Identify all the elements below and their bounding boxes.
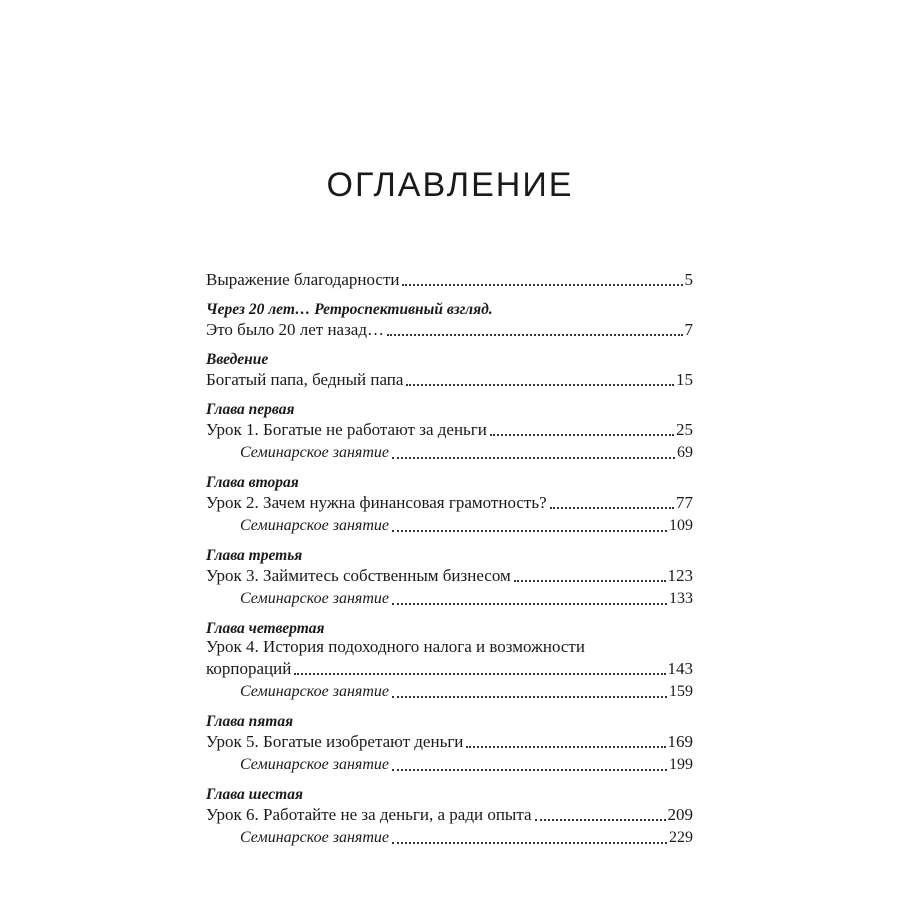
toc-entry[interactable] (206, 368, 693, 391)
toc-page-number: 123 (667, 566, 693, 585)
table-of-contents (206, 268, 693, 849)
toc-entry[interactable] (206, 657, 693, 680)
toc-entry[interactable] (206, 268, 693, 291)
toc-group (206, 713, 693, 776)
toc-seminar-entry[interactable] (206, 753, 693, 776)
toc-seminar-entry[interactable] (206, 514, 693, 537)
toc-entry[interactable] (206, 418, 693, 441)
toc-entry-label: Урок 3. Займитесь собственным бизнесом (206, 566, 511, 585)
toc-page-number: 169 (667, 732, 693, 751)
toc-group (206, 547, 693, 610)
toc-entry-label: Урок 1. Богатые не работают за деньги (206, 420, 487, 439)
toc-seminar-entry[interactable] (206, 680, 693, 703)
toc-group (206, 301, 693, 341)
toc-page-number: 7 (684, 320, 693, 339)
toc-group (206, 351, 693, 391)
toc-group (206, 268, 693, 291)
toc-entry-label: Богатый папа, бедный папа (206, 370, 404, 389)
toc-seminar-entry[interactable] (206, 587, 693, 610)
dot-leader (490, 422, 674, 436)
toc-group (206, 620, 693, 703)
toc-page-number: 199 (669, 756, 693, 773)
toc-chapter-heading: Глава третья (206, 547, 303, 564)
toc-page-number: 109 (669, 517, 693, 534)
toc-group (206, 786, 693, 849)
toc-chapter-heading: Глава вторая (206, 474, 299, 491)
toc-page-number: 143 (667, 659, 693, 678)
toc-entry[interactable] (206, 318, 693, 341)
toc-page-number: 133 (669, 590, 693, 607)
toc-entry-label: Семинарское занятие (240, 517, 389, 534)
dot-leader (406, 372, 674, 386)
toc-chapter-heading: Глава шестая (206, 786, 303, 803)
toc-chapter-heading: Введение (206, 351, 269, 368)
toc-entry[interactable] (206, 803, 693, 826)
toc-page-number: 209 (667, 805, 693, 824)
toc-chapter-heading: Глава пятая (206, 713, 294, 730)
toc-group (206, 401, 693, 464)
dot-leader (387, 322, 683, 336)
toc-entry[interactable] (206, 564, 693, 587)
dot-leader (392, 757, 667, 771)
toc-page-number: 159 (669, 683, 693, 700)
toc-chapter-heading: Глава четвертая (206, 620, 325, 637)
toc-seminar-entry[interactable] (206, 441, 693, 464)
toc-entry[interactable] (206, 730, 693, 753)
dot-leader (392, 684, 667, 698)
page-title: ОГЛАВЛЕНИЕ (326, 166, 574, 204)
toc-entry-label: Семинарское занятие (240, 756, 389, 773)
toc-entry-label-line: Урок 4. История подоходного налога и возможности (206, 637, 585, 656)
toc-entry-label: Семинарское занятие (240, 683, 389, 700)
toc-entry-label: корпораций (206, 659, 292, 678)
toc-group (206, 474, 693, 537)
dot-leader (466, 734, 665, 748)
toc-page-number: 5 (684, 270, 693, 289)
toc-entry-label: Семинарское занятие (240, 444, 389, 461)
toc-entry-label: Семинарское занятие (240, 829, 389, 846)
toc-entry-label: Семинарское занятие (240, 590, 389, 607)
dot-leader (392, 830, 667, 844)
toc-entry[interactable] (206, 491, 693, 514)
toc-seminar-entry[interactable] (206, 826, 693, 849)
toc-page-number: 77 (676, 493, 693, 512)
dot-leader (294, 661, 665, 675)
toc-page-number: 25 (676, 420, 693, 439)
toc-chapter-heading: Через 20 лет… Ретроспективный взгляд. (206, 301, 493, 318)
toc-entry-label: Урок 2. Зачем нужна финансовая грамотность? (206, 493, 547, 512)
dot-leader (402, 272, 682, 286)
dot-leader (550, 495, 674, 509)
toc-entry-label: Это было 20 лет назад… (206, 320, 384, 339)
dot-leader (535, 807, 666, 821)
dot-leader (392, 518, 667, 532)
toc-page-number: 69 (677, 444, 693, 461)
toc-page-number: 229 (669, 829, 693, 846)
toc-entry-label: Урок 6. Работайте не за деньги, а ради опыта (206, 805, 532, 824)
dot-leader (392, 591, 667, 605)
toc-chapter-heading: Глава первая (206, 401, 295, 418)
dot-leader (392, 445, 675, 459)
toc-page-number: 15 (676, 370, 693, 389)
dot-leader (514, 568, 666, 582)
toc-entry-label: Урок 5. Богатые изобретают деньги (206, 732, 464, 751)
toc-entry-label: Выражение благодарности (206, 270, 400, 289)
